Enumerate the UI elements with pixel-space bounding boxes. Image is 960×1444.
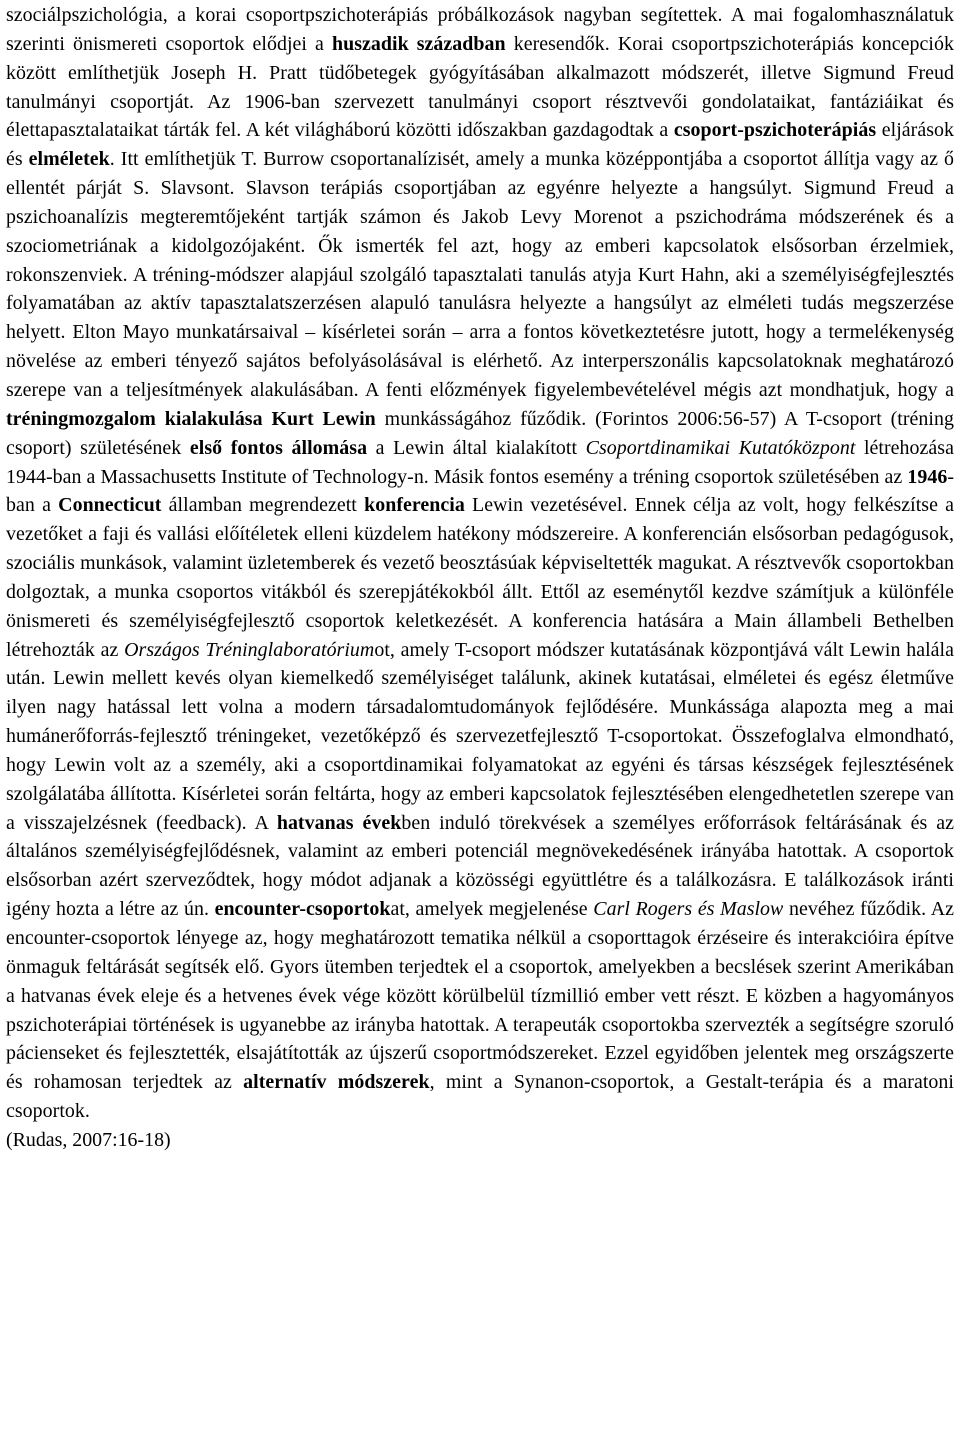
text-segment: szociálpszichológia, a korai csoportpszichoterápiás próbálkozások nagyban segítettek. A mai fogalomhasználatuk szerinti önismereti csoportok elődjei a — [6, 4, 954, 55]
text-segment: ben induló törekvések a személyes erőforrások feltárásának és az általános személyiségfejlődésnek, valamint az emberi potenciál megnövekedésének irányába hatottak. A csoportok elsősorban azért szerveződtek, hogy módot adjanak a közösségi együttlétre és a találkozásra. E találkozások iránti igény hozta a létre az ún. — [6, 811, 955, 921]
italic-text-segment: Országos Tréninglaboratórium — [124, 638, 375, 661]
bold-text-segment: konferencia — [364, 494, 465, 517]
bold-text-segment: hatvanas évek — [276, 811, 402, 834]
bold-text-segment: tréningmozgalom kialakulása Kurt Lewin — [6, 407, 376, 430]
text-segment: at, amelyek megjelenése — [390, 898, 594, 921]
text-segment: ot, amely T-csoport módszer kutatásának központjává vált Lewin halála után. Lewin mellett kevés olyan kiemelkedő személyiséget találunk, akinek kutatásai, elméletei és egész életműve ilyen nagy hatással lett volna a modern társadalomtudományok fejlődésére. Munkássága alapozta meg a mai humánerőforrás-fejlesztő tréningeket, vezetőképző és szervezetfejlesztő T-csoportokat. Összefoglalva elmondható, hogy Lewin volt az a személy, aki a csoportdinamikai folyamatokat az egyéni és társas készségek fejlesztésének szolgálatába állította. Kísérletei során feltárta, hogy az emberi kapcsolatok fejlesztésében elengedhetetlen szerepe van a visszajelzésnek (feedback). A — [6, 638, 954, 834]
text-segment: létrehozása 1944-ban a Massachusetts Institute of Technology-n. Másik fontos esemény a tréning csoportok születésében az — [6, 436, 954, 488]
text-segment: , mint a Synanon-csoportok, a Gestalt-terápia és a maratoni csoportok. — [6, 1071, 954, 1123]
text-segment: -ban a — [6, 465, 954, 517]
text-segment: Lewin vezetésével. Ennek célja az volt, hogy felkészítse a vezetőket a faji és vallási előítéletek elleni küzdelem hatékony módszereire. A konferencián elsősorban pedagógusok, szociális munkások, valamint üzletemberek és vezető beosztásúak képviseltették magukat. A résztvevők csoportokban dolgoztak, a munka csoportos vitákból és szerepjátékokból állt. Ettől az eseménytől kezdve számítjuk a különféle önismereti és személyiségfejlesztő csoportok keletkezését. A konferencia hatására a Main állambeli Bethelben létrehozták az — [6, 494, 955, 661]
bold-text-segment: elméletek — [28, 148, 110, 171]
bold-text-segment: alternatív módszerek — [243, 1071, 430, 1094]
bold-text-segment: első fontos állomása — [189, 436, 368, 459]
text-segment: munkásságához fűződik. (Forintos 2006:56-57) A T-csoport (tréning csoport) születésének — [6, 407, 954, 459]
italic-text-segment: Carl Rogers és Maslow — [593, 898, 784, 921]
bold-text-segment: csoport-pszichoterápiás — [673, 119, 877, 142]
text-segment: . Itt említhetjük T. Burrow csoportanalízisét, amely a munka középpontjába a csoportot állítja vagy az ő ellentét párját S. Slavsont. Slavson terápiás csoportjában az egyénre helyezte a hangsúlyt. Sigmund Freud a pszichoanalízis megteremtőjeként tartják számon és Jakob Levy Morenot a pszichodráma módszerének és a szociometriának a kidolgozójaként. Ők ismerték fel azt, hogy az emberi kapcsolatok elsősorban érzelmiek, rokonszenviek. A tréning-módszer alapjául szolgáló tapasztalati tanulás atyja Kurt Hahn, aki a személyiségfejlesztés folyamatában az aktív tapasztalatszerzésen alapuló tanulásra helyezte a hangsúlyt az elméleti tudás megszerzése helyett. Elton Mayo munkatársaival – kísérletei során – arra a fontos következtetésre jutott, hogy a termelékenység növelése az emberi tényező sajátos befolyásolásával is elérhető. Az interperszonális kapcsolatoknak meghatározó szerepe van a teljesítmények alakulásában. A fenti előzmények figyelembevételével mégis azt mondhatjuk, hogy a — [6, 148, 954, 401]
italic-text-segment: Csoportdinamikai Kutatóközpont — [585, 436, 856, 459]
text-segment: nevéhez fűződik. Az encounter-csoportok lényege az, hogy meghatározott tematika nélkül a csoporttagok érzéseire és interakcióira építve önmaguk feltárását segítsék elő. Gyors ütemben terjedtek el a csoportok, amelyekben a becslések szerint Amerikában a hatvanas évek eleje és a hetvenes évek vége között körülbelül tízmillió ember vett részt. E közben a hagyományos pszichoterápiai történések is ugyanebbe az irányba hatottak. A terapeuták csoportokba szervezték a segítségre szoruló pácienseket és fejlesztették, elsajátították az újszerű csoportmódszereket. Ezzel egyidőben jelentek meg országszerte és rohamosan terjedtek az — [6, 898, 954, 1094]
text-segment: keresendők. Korai csoportpszichoterápiás koncepciók között említhetjük Joseph H. Pratt tüdőbetegek gyógyításában alkalmazott módszerét, illetve Sigmund Freud tanulmányi csoportját. Az 1906-ban szervezett tanulmányi csoport résztvevői gondolataikat, fantáziáikat és élettapasztalataikat tárták fel. A két világháború közötti időszakban gazdagodtak a — [6, 32, 954, 142]
bold-text-segment: Connecticut — [58, 494, 162, 517]
body-paragraph — [6, 0, 954, 1126]
citation: (Rudas, 2007:16-18) — [6, 1128, 171, 1151]
bold-text-segment: huszadik században — [332, 32, 506, 55]
bold-text-segment: 1946 — [907, 465, 948, 488]
text-segment: eljárások és — [6, 119, 954, 171]
text-segment: államban megrendezett — [161, 494, 365, 517]
text-segment: a Lewin által kialakított — [367, 436, 586, 459]
bold-text-segment: encounter-csoportok — [214, 898, 391, 921]
